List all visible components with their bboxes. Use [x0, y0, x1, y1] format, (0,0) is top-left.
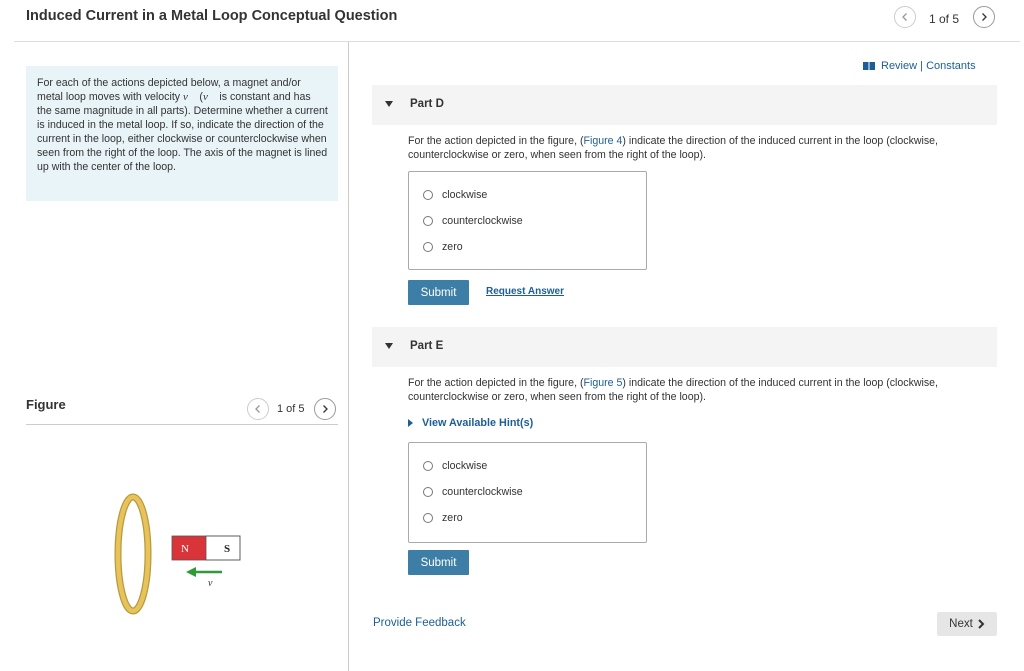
choice-label: clockwise: [442, 189, 488, 201]
page-title: Induced Current in a Metal Loop Conceptual Question: [26, 8, 398, 24]
radio-button[interactable]: [423, 190, 433, 200]
constants-link[interactable]: Constants: [926, 60, 976, 72]
part-e-question-prefix: For the action depicted in the figure, (: [408, 377, 584, 389]
radio-button[interactable]: [423, 216, 433, 226]
caret-down-icon: [385, 101, 393, 107]
velocity-label: v: [208, 578, 213, 589]
part-d-figure-link[interactable]: Figure 4: [583, 135, 623, 147]
header-divider: [14, 41, 1020, 42]
part-d-choices: [408, 171, 647, 270]
part-d-question-suffix: ) indicate the direction of the induced current in the loop (clockwise, counterclockwise or zero, when seen from the right of the loop).: [408, 135, 939, 161]
part-e-submit-button[interactable]: Submit: [408, 550, 469, 575]
header: [0, 0, 1024, 42]
intro-text-after: is constant and has the same magnitude in all parts). Determine whether a current is induced in the metal loop. If so, indicate the direction of the current in the loop, either clockwise or counterclockwise when seen from the right of the loop. The axis of the magnet is lined up with the center of the loop.: [37, 91, 328, 173]
review-constants: [863, 60, 976, 72]
part-d-choice-clockwise[interactable]: [423, 189, 487, 201]
figure-next-button[interactable]: [314, 398, 336, 420]
part-d-title: Part D: [410, 98, 444, 110]
figure-divider: [26, 424, 338, 425]
velocity-symbol-2: v⃗: [202, 91, 217, 103]
next-button[interactable]: [937, 612, 997, 636]
intro-panel: [26, 66, 338, 201]
part-e-question-suffix: ) indicate the direction of the induced current in the loop (clockwise, counterclockwise or zero, when seen from the right of the loop).: [408, 377, 939, 403]
choice-label: zero: [442, 512, 463, 524]
part-e-choice-counterclockwise[interactable]: [423, 486, 523, 498]
part-d-header[interactable]: [372, 85, 997, 125]
part-e-choice-clockwise[interactable]: [423, 460, 487, 472]
figure-label: Figure: [26, 397, 66, 412]
part-e-question: [408, 376, 988, 404]
velocity-arrow-head: [186, 567, 196, 577]
next-label: Next: [949, 618, 973, 630]
choice-label: clockwise: [442, 460, 488, 472]
part-d-choice-counterclockwise[interactable]: [423, 215, 523, 227]
part-d-choice-zero[interactable]: [423, 241, 463, 253]
part-d-question-prefix: For the action depicted in the figure, (: [408, 135, 584, 147]
part-e-figure-link[interactable]: Figure 5: [583, 377, 623, 389]
radio-button[interactable]: [423, 461, 433, 471]
figure-image: [110, 490, 260, 620]
header-pager-text: 1 of 5: [929, 12, 960, 26]
part-d-request-answer-link[interactable]: Request Answer: [486, 286, 564, 297]
figure-pager-text: 1 of 5: [277, 403, 305, 415]
review-link[interactable]: Review: [881, 60, 918, 72]
chevron-left-icon: [253, 404, 263, 414]
choice-label: counterclockwise: [442, 215, 523, 227]
radio-button[interactable]: [423, 242, 433, 252]
magnet-south-half: [206, 536, 240, 560]
part-d-question: [408, 134, 988, 162]
chevron-left-icon: [900, 12, 910, 22]
part-e-choice-zero[interactable]: [423, 512, 463, 524]
part-e-title: Part E: [410, 340, 444, 352]
metal-loop-highlight: [118, 497, 148, 611]
column-divider: [348, 42, 349, 671]
chevron-right-icon: [320, 404, 330, 414]
radio-button[interactable]: [423, 487, 433, 497]
provide-feedback-link[interactable]: Provide Feedback: [373, 617, 466, 629]
header-prev-button[interactable]: [894, 6, 916, 28]
caret-right-icon: [408, 419, 413, 427]
magnet-north-half: [172, 536, 206, 560]
figure-prev-button[interactable]: [247, 398, 269, 420]
part-d-submit-button[interactable]: Submit: [408, 280, 469, 305]
caret-down-icon: [385, 343, 393, 349]
view-hints-toggle[interactable]: [408, 417, 533, 429]
intro-paren: (: [196, 91, 203, 103]
book-icon: [863, 62, 875, 70]
intro-text-before: For each of the actions depicted below, a magnet and/or metal loop moves with velocity: [37, 77, 301, 103]
header-next-button[interactable]: [973, 6, 995, 28]
review-separator: |: [917, 60, 927, 72]
magnet-north-label: N: [181, 543, 189, 555]
part-e-choices: [408, 442, 647, 543]
part-e-header[interactable]: [372, 327, 997, 367]
chevron-right-icon: [979, 12, 989, 22]
magnet-south-label: S: [224, 543, 231, 555]
hint-label: View Available Hint(s): [422, 417, 534, 429]
velocity-symbol: v⃗: [183, 91, 197, 103]
choice-label: zero: [442, 241, 463, 253]
choice-label: counterclockwise: [442, 486, 523, 498]
chevron-right-icon: [977, 619, 985, 629]
radio-button[interactable]: [423, 513, 433, 523]
